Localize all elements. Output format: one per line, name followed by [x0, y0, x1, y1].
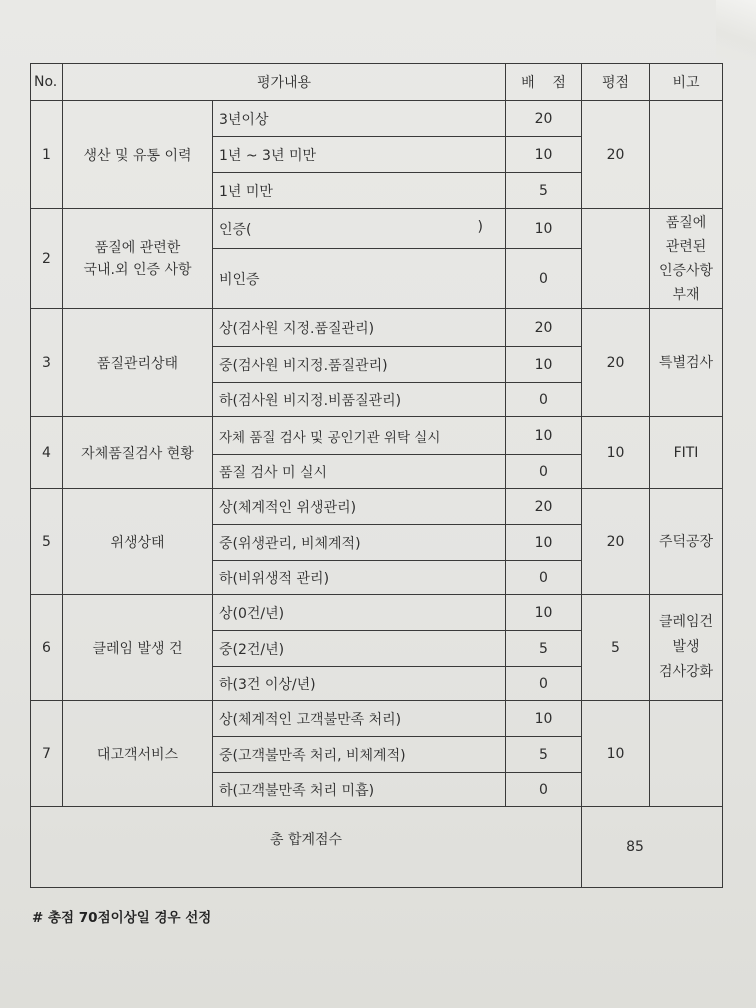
option-label — [213, 209, 506, 249]
row-score — [582, 209, 650, 309]
row-category — [63, 209, 213, 309]
header-no: No. — [31, 64, 63, 101]
option-points: 10 — [506, 209, 582, 249]
row-category: 자체품질검사 현황 — [63, 417, 213, 489]
row-score: 20 — [582, 489, 650, 595]
row-score: 20 — [582, 101, 650, 209]
option-label: 상(검사원 지정.품질관리) — [213, 309, 506, 347]
row-number: 4 — [31, 417, 63, 489]
option-points: 5 — [506, 737, 582, 773]
page-corner-shadow — [716, 0, 756, 60]
remarks-line: 부재 — [672, 286, 700, 303]
total-label: 총 합계점수 — [31, 807, 582, 888]
option-label: 하(3건 이상/년) — [213, 667, 506, 701]
remarks-line: 클레임건 — [658, 614, 714, 630]
option-label: 1년 ~ 3년 미만 — [213, 137, 506, 173]
option-label: 비인증 — [213, 249, 506, 309]
option-points: 0 — [506, 455, 582, 489]
table-row — [31, 595, 723, 631]
table-row — [31, 101, 723, 137]
row-number: 6 — [31, 595, 63, 701]
row-remarks: FITI — [650, 417, 723, 489]
option-label: 중(위생관리, 비체계적) — [213, 525, 506, 561]
certification-open: 인증( — [219, 221, 252, 238]
row-category: 클레임 발생 건 — [63, 595, 213, 701]
total-row — [31, 807, 723, 888]
option-points: 0 — [506, 561, 582, 595]
option-label: 상(체계적인 고객불만족 처리) — [213, 701, 506, 737]
header-score: 평점 — [582, 64, 650, 101]
option-points: 0 — [506, 773, 582, 807]
remarks-line: 관련된 — [665, 238, 707, 255]
row-number: 7 — [31, 701, 63, 807]
row-number: 3 — [31, 309, 63, 417]
evaluation-table — [30, 63, 723, 888]
table-row — [31, 489, 723, 525]
row-category: 품질관리상태 — [63, 309, 213, 417]
option-points: 5 — [506, 631, 582, 667]
remarks-line: 인증사항 — [658, 262, 714, 279]
option-points: 10 — [506, 701, 582, 737]
row-score: 5 — [582, 595, 650, 701]
table-row — [31, 701, 723, 737]
option-points: 5 — [506, 173, 582, 209]
table-row — [31, 209, 723, 249]
remarks-line: 발생 — [672, 639, 700, 655]
option-points: 10 — [506, 347, 582, 383]
row-score: 10 — [582, 417, 650, 489]
option-label: 품질 검사 미 실시 — [213, 455, 506, 489]
option-label: 중(고객불만족 처리, 비체계적) — [213, 737, 506, 773]
option-points: 20 — [506, 309, 582, 347]
header-content: 평가내용 — [63, 64, 506, 101]
row-remarks — [650, 209, 723, 309]
row-score: 10 — [582, 701, 650, 807]
row-category-line: 품질에 관련한 — [94, 239, 181, 256]
total-value: 85 — [582, 807, 723, 888]
header-points: 배 점 — [506, 64, 582, 101]
option-label: 상(0건/년) — [213, 595, 506, 631]
row-category: 생산 및 유통 이력 — [63, 101, 213, 209]
option-label: 하(고객불만족 처리 미흡) — [213, 773, 506, 807]
option-label: 중(검사원 비지정.품질관리) — [213, 347, 506, 383]
certification-close: ) — [477, 218, 484, 235]
option-label: 1년 미만 — [213, 173, 506, 209]
row-remarks — [650, 595, 723, 701]
option-points: 0 — [506, 249, 582, 309]
option-label: 상(체계적인 위생관리) — [213, 489, 506, 525]
row-remarks — [650, 101, 723, 209]
remarks-line: 검사강화 — [658, 664, 714, 680]
row-number: 5 — [31, 489, 63, 595]
row-category-line: 국내.외 인증 사항 — [83, 261, 192, 278]
row-number: 1 — [31, 101, 63, 209]
option-label: 중(2건/년) — [213, 631, 506, 667]
table-row — [31, 309, 723, 347]
table-row — [31, 417, 723, 455]
option-label: 3년이상 — [213, 101, 506, 137]
row-category: 대고객서비스 — [63, 701, 213, 807]
option-points: 10 — [506, 595, 582, 631]
row-category: 위생상태 — [63, 489, 213, 595]
row-remarks: 특별검사 — [650, 309, 723, 417]
option-points: 10 — [506, 417, 582, 455]
selection-footnote: # 총점 70점이상일 경우 선정 — [32, 910, 212, 926]
option-points: 20 — [506, 489, 582, 525]
option-label: 하(비위생적 관리) — [213, 561, 506, 595]
option-points: 10 — [506, 525, 582, 561]
option-points: 0 — [506, 667, 582, 701]
row-score: 20 — [582, 309, 650, 417]
header-remarks: 비고 — [650, 64, 723, 101]
table-header-row — [31, 64, 723, 101]
option-points: 20 — [506, 101, 582, 137]
row-remarks: 주덕공장 — [650, 489, 723, 595]
row-number: 2 — [31, 209, 63, 309]
remarks-line: 품질에 — [665, 214, 707, 231]
option-label: 하(검사원 비지정.비품질관리) — [213, 383, 506, 417]
option-label: 자체 품질 검사 및 공인기관 위탁 실시 — [213, 417, 506, 455]
option-points: 10 — [506, 137, 582, 173]
row-remarks — [650, 701, 723, 807]
option-points: 0 — [506, 383, 582, 417]
